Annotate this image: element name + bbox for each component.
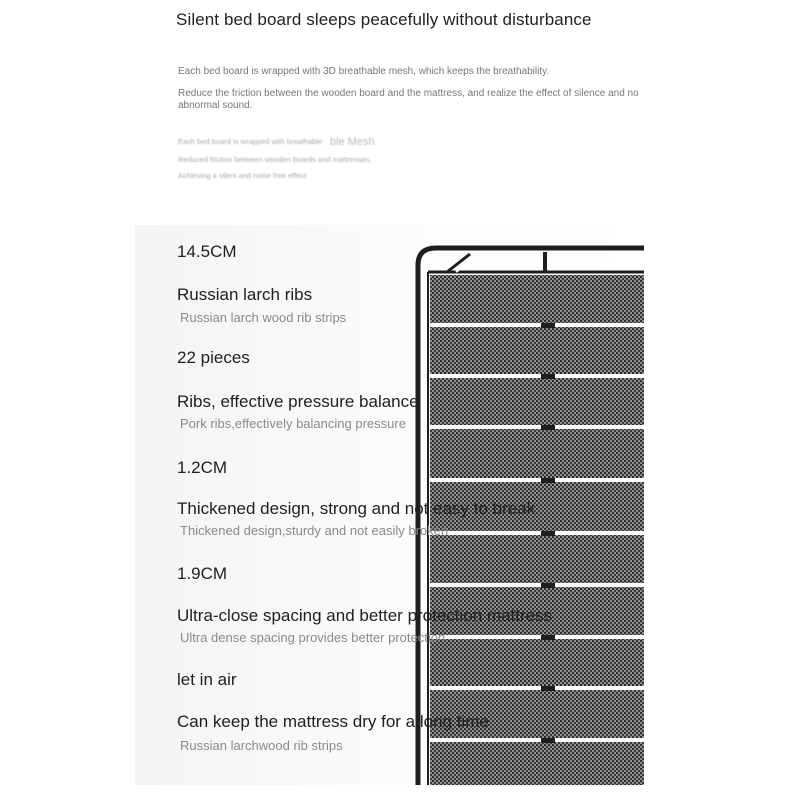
faded-mesh-label: ble Mesh	[330, 136, 375, 148]
spec-value-thickness: 1.2CM	[177, 458, 228, 477]
spec-subtitle-thickened: Thickened design,sturdy and not easily broken	[180, 523, 449, 538]
spec-value-air: let in air	[177, 670, 237, 689]
intro-line-1: Each bed board is wrapped with 3D breathable mesh, which keeps the breathability.	[178, 66, 550, 77]
spec-title-larch: Russian larch ribs	[177, 285, 313, 304]
spec-subtitle-pressure: Pork ribs,effectively balancing pressure	[180, 416, 406, 431]
faded-line-1: Each bed board is wrapped with breathable	[178, 137, 323, 146]
spec-subtitle-spacing: Ultra dense spacing provides better protection	[180, 630, 446, 645]
spec-subtitle-larch: Russian larch wood rib strips	[180, 310, 347, 325]
spec-value-spacing: 1.9CM	[177, 564, 228, 583]
faded-line-3: Achieving a silent and noise free effect	[178, 171, 307, 180]
faded-line-2: Reduced friction between wooden boards and mattresses,	[178, 155, 372, 164]
page-title: Silent bed board sleeps peacefully without disturbance	[176, 10, 592, 29]
spec-title-spacing: Ultra-close spacing and better protection mattress	[177, 606, 553, 625]
spec-title-thickened: Thickened design, strong and not easy to break	[177, 499, 536, 518]
spec-title-pressure: Ribs, effective pressure balance	[177, 392, 419, 411]
spec-subtitle-dry: Russian larchwood rib strips	[180, 738, 343, 753]
intro-line-2: Reduce the friction between the wooden board and the mattress, and realize the effect of silence and no abnormal sound.	[178, 88, 639, 111]
spec-value-length: 14.5CM	[177, 242, 237, 261]
spec-title-dry: Can keep the mattress dry for a long time	[177, 712, 489, 731]
spec-value-pieces: 22 pieces	[177, 348, 250, 367]
